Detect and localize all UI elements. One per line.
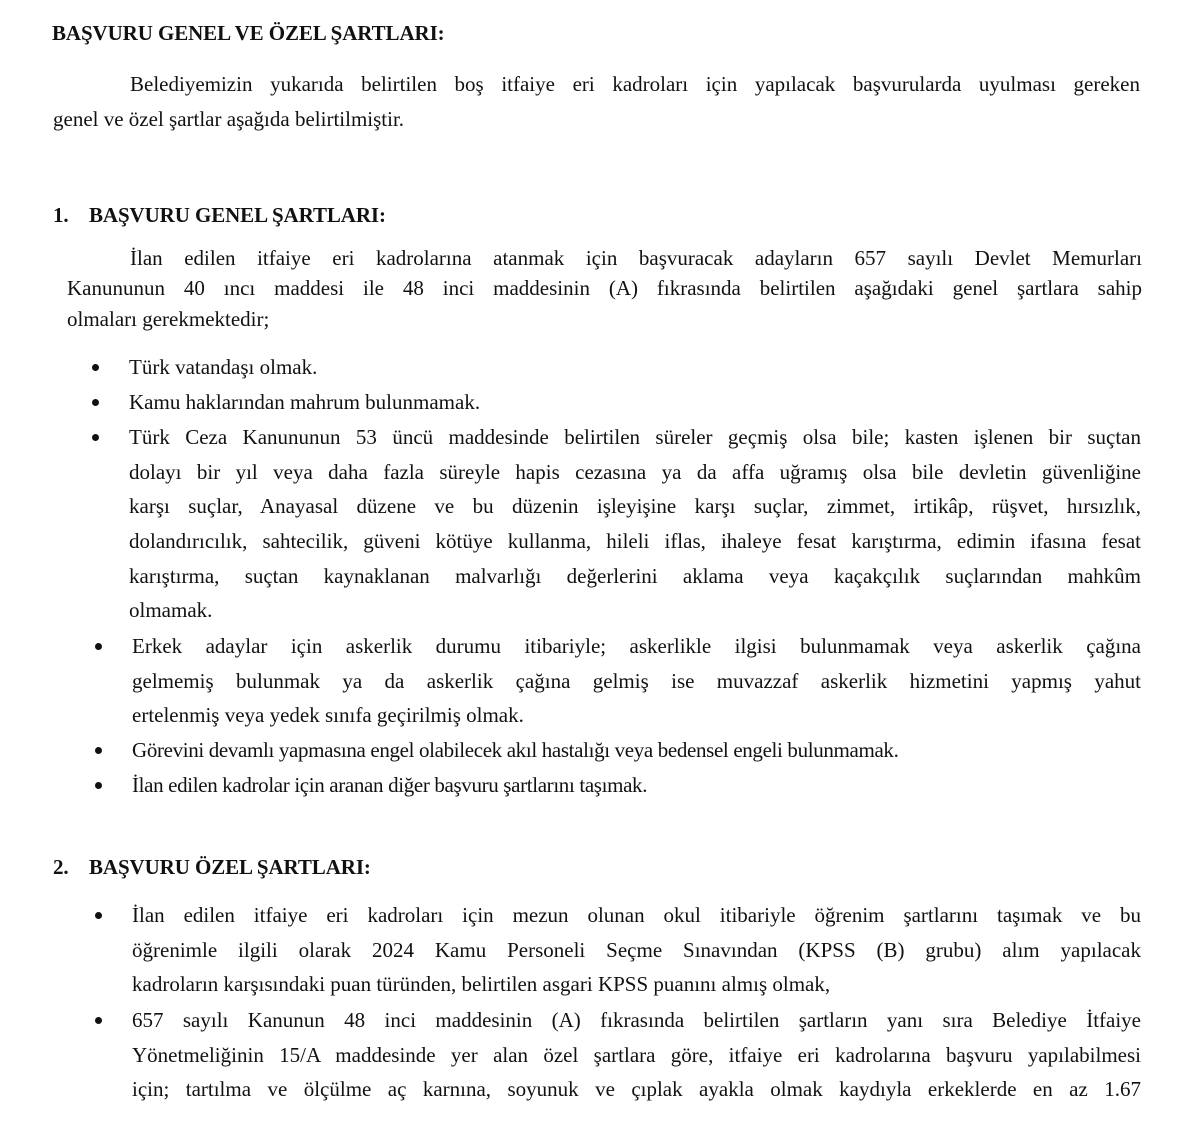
bullet-icon [95, 782, 102, 789]
bullet-icon [95, 1017, 102, 1024]
list-item-text: Yönetmeliğinin 15/A maddesinde yer alan özel şartlara göre, itfaiye eri kadrolarına başvuru yapılabilmesi [132, 1043, 1141, 1067]
section-paragraph-line: İlan edilen itfaiye eri kadrolarına atanmak için başvuracak adayların 657 sayılı Devlet Memurları [130, 246, 1142, 270]
list-item-text: karıştırma, suçtan kaynaklanan malvarlığı değerlerini aklama veya kaçakçılık suçlarından mahkûm [129, 564, 1141, 588]
bullet-icon [92, 434, 99, 441]
bullet-icon [95, 912, 102, 919]
bullet-icon [92, 364, 99, 371]
list-item-text: gelmemiş bulunmak ya da askerlik çağına gelmiş ise muvazzaf askerlik hizmetini yapmış yahut [132, 669, 1141, 693]
list-item-text: Türk Ceza Kanununun 53 üncü maddesinde belirtilen süreler geçmiş olsa bile; kasten işlenen bir suçtan [129, 425, 1141, 449]
section-heading-special [53, 855, 371, 880]
list-item-text: ertelenmiş veya yedek sınıfa geçirilmiş olmak. [132, 703, 524, 727]
section-paragraph-line: olmaları gerekmektedir; [67, 307, 270, 331]
list-item-text: İlan edilen kadrolar için aranan diğer başvuru şartlarını taşımak. [132, 773, 648, 797]
intro-line: Belediyemizin yukarıda belirtilen boş itfaiye eri kadroları için yapılacak başvurularda uyulması gereken [130, 72, 1140, 96]
list-item-text: Görevini devamlı yapmasına engel olabilecek akıl hastalığı veya bedensel engeli bulunmamak. [132, 738, 899, 762]
list-item-text: karşı suçlar, Anayasal düzene ve bu düzenin işleyişine karşı suçlar, zimmet, irtikâp, rüşvet, hırsızlık, [129, 494, 1141, 518]
list-item-text: 657 sayılı Kanunun 48 inci maddesinin (A) fıkrasında belirtilen şartların yanı sıra Belediye İtfaiye [132, 1008, 1141, 1032]
section-heading-general [53, 203, 386, 228]
list-item-text: Erkek adaylar için askerlik durumu itibariyle; askerlikle ilgisi bulunmamak veya askerlik çağına [132, 634, 1141, 658]
list-item-text: Türk vatandaşı olmak. [129, 355, 318, 379]
bullet-icon [95, 643, 102, 650]
list-item-text: dolayı bir yıl veya daha fazla süreyle hapis cezasına ya da affa uğramış olsa bile devletin güvenliğine [129, 460, 1141, 484]
bullet-icon [92, 399, 99, 406]
list-item-text: olmamak. [129, 598, 213, 622]
list-item-text: kadroların karşısındaki puan türünden, belirtilen asgari KPSS puanını almış olmak, [132, 972, 831, 996]
section-number: 2. [53, 855, 69, 879]
list-item-text: için; tartılma ve ölçülme aç karnına, soyunuk ve çıplak ayakla olmak kaydıyla erkeklerde en az 1.67 [132, 1077, 1141, 1101]
list-item-text: Kamu haklarından mahrum bulunmamak. [129, 390, 481, 414]
bullet-icon [95, 747, 102, 754]
section-number: 1. [53, 203, 69, 227]
section-title: BAŞVURU GENEL ŞARTLARI: [89, 203, 386, 227]
list-item-text: dolandırıcılık, sahtecilik, güveni kötüye kullanma, hileli iflas, ihaleye fesat karıştırma, edimin ifasına fesat [129, 529, 1141, 553]
document-title: BAŞVURU GENEL VE ÖZEL ŞARTLARI: [52, 21, 445, 45]
section-title: BAŞVURU ÖZEL ŞARTLARI: [89, 855, 371, 879]
list-item-text: İlan edilen itfaiye eri kadroları için mezun olunan okul itibariyle öğrenim şartlarını taşımak ve bu [132, 903, 1141, 927]
section-paragraph-line: Kanununun 40 ıncı maddesi ile 48 inci maddesinin (A) fıkrasında belirtilen aşağıdaki genel şartlara sahip [67, 276, 1142, 300]
list-item-text: öğrenimle ilgili olarak 2024 Kamu Personeli Seçme Sınavından (KPSS (B) grubu) alım yapılacak [132, 938, 1141, 962]
intro-line: genel ve özel şartlar aşağıda belirtilmiştir. [53, 107, 405, 131]
